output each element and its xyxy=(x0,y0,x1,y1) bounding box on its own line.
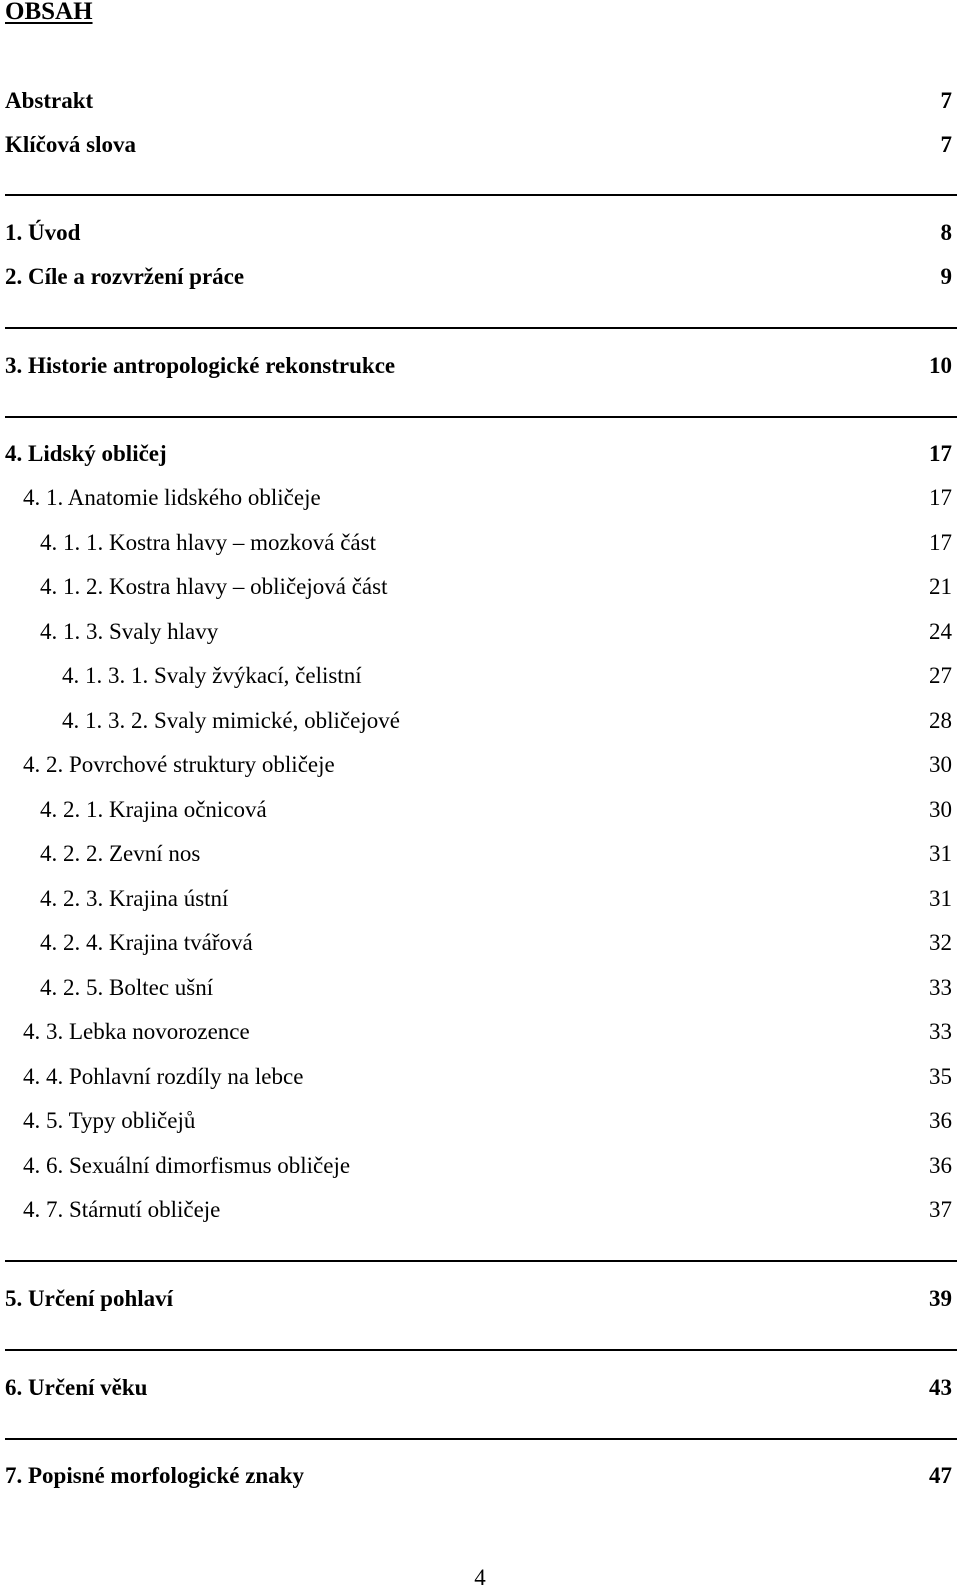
toc-entry-label: 6. Určení věku xyxy=(5,1375,148,1400)
toc-entry-4-5[interactable] xyxy=(0,1105,960,1137)
toc-entry-4-2[interactable] xyxy=(0,749,960,781)
toc-entry-page: 7 xyxy=(940,88,952,113)
toc-entry-page: 28 xyxy=(929,708,952,733)
section-divider xyxy=(5,327,957,329)
toc-entry-4-2-4[interactable] xyxy=(0,927,960,959)
toc-entry-page: 9 xyxy=(940,264,952,289)
toc-entry-4-2-3[interactable] xyxy=(0,883,960,915)
toc-entry-label: 4. 1. 1. Kostra hlavy – mozková část xyxy=(40,530,376,555)
toc-entry-4-1-3[interactable] xyxy=(0,616,960,648)
toc-entry-4-2-5[interactable] xyxy=(0,972,960,1004)
section-divider xyxy=(5,1260,957,1262)
toc-entry-cile[interactable] xyxy=(0,261,960,293)
toc-entry-page: 7 xyxy=(940,132,952,157)
toc-entry-page: 27 xyxy=(929,663,952,688)
toc-entry-page: 33 xyxy=(929,1019,952,1044)
toc-entry-label: 4. 7. Stárnutí obličeje xyxy=(23,1197,221,1222)
toc-entry-page: 31 xyxy=(929,886,952,911)
section-divider xyxy=(5,1349,957,1351)
toc-entry-4-2-2[interactable] xyxy=(0,838,960,870)
toc-entry-label: 4. 3. Lebka novorozence xyxy=(23,1019,250,1044)
toc-entry-label: 4. 2. Povrchové struktury obličeje xyxy=(23,752,335,777)
toc-entry-page: 24 xyxy=(929,619,952,644)
toc-entry-page: 31 xyxy=(929,841,952,866)
toc-entry-label: 4. Lidský obličej xyxy=(5,441,167,466)
toc-entry-page: 17 xyxy=(929,485,952,510)
toc-entry-page: 30 xyxy=(929,752,952,777)
toc-entry-page: 30 xyxy=(929,797,952,822)
toc-entry-page: 10 xyxy=(929,353,952,378)
toc-entry-uvod[interactable] xyxy=(0,217,960,249)
toc-entry-4-1[interactable] xyxy=(0,482,960,514)
toc-entry-label: 4. 1. 2. Kostra hlavy – obličejová část xyxy=(40,574,388,599)
toc-entry-label: 4. 1. 3. Svaly hlavy xyxy=(40,619,219,644)
toc-entry-label: 4. 1. 3. 2. Svaly mimické, obličejové xyxy=(62,708,400,733)
section-divider xyxy=(5,194,957,196)
toc-entry-4-1-2[interactable] xyxy=(0,571,960,603)
toc-entry-label: 2. Cíle a rozvržení práce xyxy=(5,264,245,289)
toc-entry-page: 36 xyxy=(929,1153,952,1178)
toc-entry-page: 33 xyxy=(929,975,952,1000)
toc-entry-abstrakt[interactable] xyxy=(0,85,960,117)
toc-entry-page: 32 xyxy=(929,930,952,955)
toc-entry-label: 4. 2. 4. Krajina tvářová xyxy=(40,930,253,955)
toc-entry-4-2-1[interactable] xyxy=(0,794,960,826)
toc-entry-label: 5. Určení pohlaví xyxy=(5,1286,174,1311)
toc-entry-label: 4. 1. 3. 1. Svaly žvýkací, čelistní xyxy=(62,663,362,688)
toc-entry-label: 4. 2. 1. Krajina očnicová xyxy=(40,797,267,822)
section-divider xyxy=(5,1438,957,1440)
toc-entry-label: Klíčová slova xyxy=(5,132,136,157)
toc-entry-page: 37 xyxy=(929,1197,952,1222)
toc-entry-label: 7. Popisné morfologické znaky xyxy=(5,1463,304,1488)
toc-entry-page: 21 xyxy=(929,574,952,599)
toc-entry-page: 8 xyxy=(940,220,952,245)
toc-entry-4-1-3-2[interactable] xyxy=(0,705,960,737)
toc-entry-label: 4. 5. Typy obličejů xyxy=(23,1108,196,1133)
toc-entry-label: 4. 4. Pohlavní rozdíly na lebce xyxy=(23,1064,304,1089)
toc-entry-label: 4. 2. 5. Boltec ušní xyxy=(40,975,214,1000)
toc-entry-label: 4. 6. Sexuální dimorfismus obličeje xyxy=(23,1153,351,1178)
toc-entry-label: 3. Historie antropologické rekonstrukce xyxy=(5,353,396,378)
toc-entry-page: 43 xyxy=(929,1375,952,1400)
toc-entry-label: 4. 2. 3. Krajina ústní xyxy=(40,886,229,911)
toc-entry-4-7[interactable] xyxy=(0,1194,960,1226)
toc-entry-4-1-1[interactable] xyxy=(0,527,960,559)
toc-entry-4-4[interactable] xyxy=(0,1061,960,1093)
toc-entry-historie[interactable] xyxy=(0,350,960,382)
toc-entry-label: 1. Úvod xyxy=(5,220,81,245)
toc-entry-page: 47 xyxy=(929,1463,952,1488)
toc-entry-urceni-veku[interactable] xyxy=(0,1372,960,1404)
toc-title: OBSAH xyxy=(5,0,93,25)
toc-entry-lidsky-oblicej[interactable] xyxy=(0,438,960,470)
toc-entry-popisne-znaky[interactable] xyxy=(0,1460,960,1492)
page-number: 4 xyxy=(474,1565,486,1590)
toc-entry-label: 4. 2. 2. Zevní nos xyxy=(40,841,201,866)
toc-entry-4-1-3-1[interactable] xyxy=(0,660,960,692)
toc-entry-4-3[interactable] xyxy=(0,1016,960,1048)
toc-entry-label: 4. 1. Anatomie lidského obličeje xyxy=(23,485,321,510)
toc-entry-page: 39 xyxy=(929,1286,952,1311)
toc-entry-4-6[interactable] xyxy=(0,1150,960,1182)
toc-entry-page: 35 xyxy=(929,1064,952,1089)
toc-entry-page: 17 xyxy=(929,441,952,466)
section-divider xyxy=(5,416,957,418)
toc-entry-urceni-pohlavi[interactable] xyxy=(0,1283,960,1315)
toc-entry-klicova-slova[interactable] xyxy=(0,129,960,161)
toc-entry-page: 17 xyxy=(929,530,952,555)
toc-entry-page: 36 xyxy=(929,1108,952,1133)
toc-entry-label: Abstrakt xyxy=(5,88,94,113)
